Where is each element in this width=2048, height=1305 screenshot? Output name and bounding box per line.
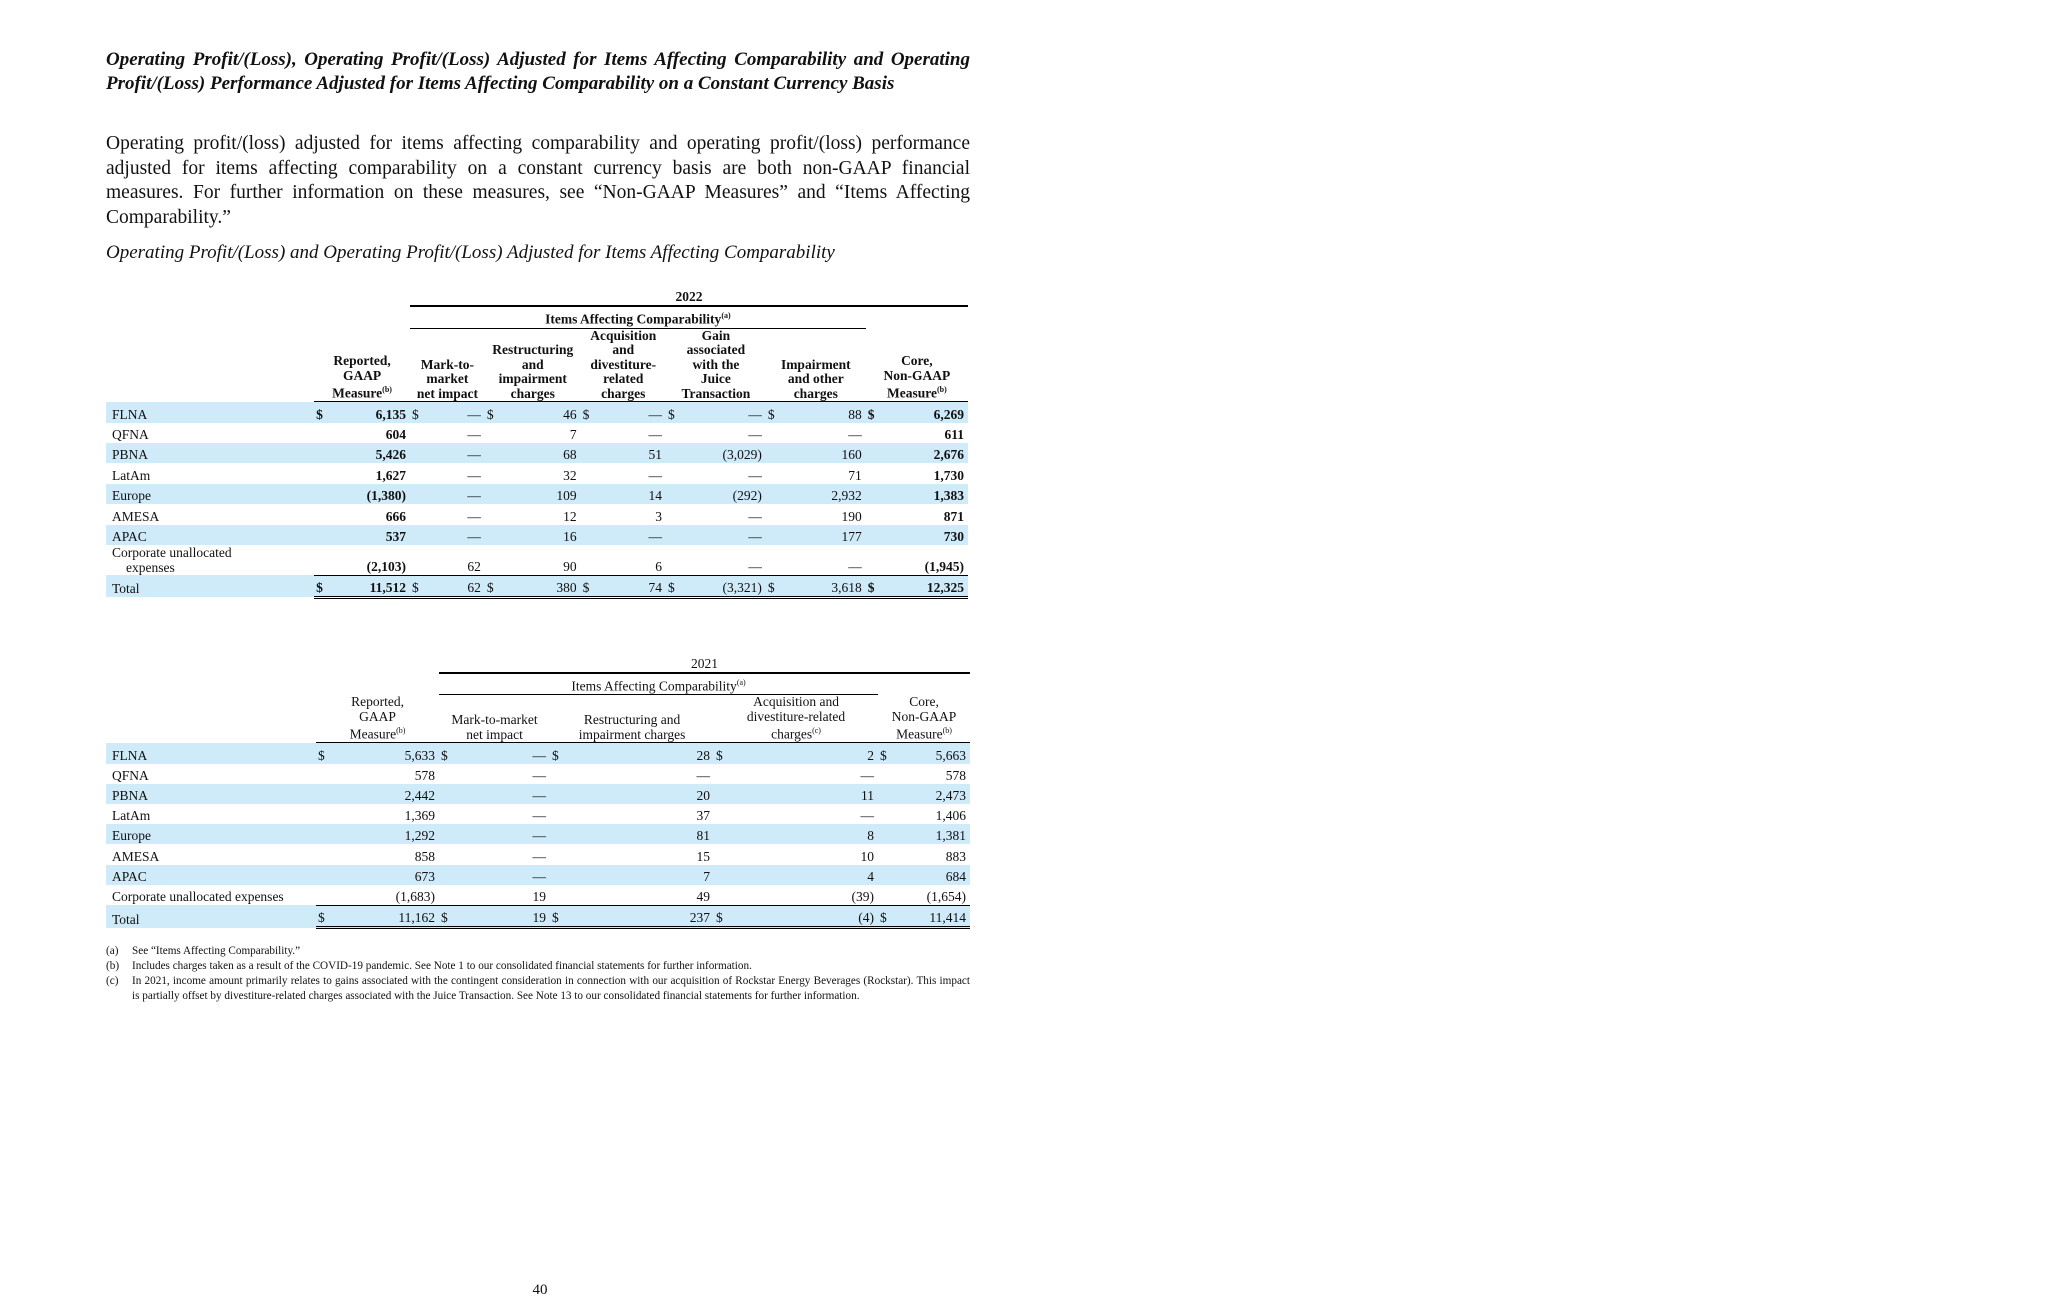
cell-restructuring: 109 xyxy=(499,484,580,504)
table-row-apac xyxy=(106,865,970,885)
cell-acquisition: — xyxy=(648,427,662,443)
currency-symbol xyxy=(485,423,500,443)
col-gain-juice: Gain associated with the Juice Transaction xyxy=(666,328,766,402)
currency-symbol xyxy=(314,423,329,443)
currency-symbol: $ xyxy=(439,743,453,764)
col-mark-to-market: Mark-to- market net impact xyxy=(410,328,485,402)
table-row-qfna xyxy=(106,423,968,443)
currency-symbol xyxy=(439,865,453,885)
table-row-flna xyxy=(106,402,968,423)
row-label: PBNA xyxy=(106,784,316,804)
currency-symbol xyxy=(316,804,330,824)
currency-symbol: $ xyxy=(666,402,681,423)
row-label: QFNA xyxy=(112,427,149,443)
cell-acquisition: 3 xyxy=(655,508,662,524)
currency-symbol xyxy=(485,443,500,463)
cell-mtm: 19 xyxy=(532,888,547,904)
currency-symbol xyxy=(439,844,453,864)
currency-symbol: $ xyxy=(485,575,500,597)
cell-acquisition: — xyxy=(860,767,875,783)
cell-restructuring: 37 xyxy=(696,808,711,824)
currency-symbol xyxy=(550,824,564,844)
cell-restructuring: 81 xyxy=(564,824,714,844)
table-row-corporate xyxy=(106,545,968,575)
cell-reported: 666 xyxy=(385,508,406,524)
currency-symbol xyxy=(666,463,681,483)
currency-symbol xyxy=(314,504,329,524)
cell-reported: 673 xyxy=(330,865,439,885)
currency-symbol: $ xyxy=(714,905,728,927)
col-restructuring: Restructuring and impairment charges xyxy=(550,695,714,743)
cell-mtm: — xyxy=(467,427,481,443)
currency-symbol xyxy=(314,484,329,504)
cell-reported: 537 xyxy=(329,525,410,545)
currency-symbol xyxy=(316,764,330,784)
currency-symbol xyxy=(550,784,564,804)
currency-symbol xyxy=(878,824,892,844)
currency-symbol xyxy=(550,865,564,885)
currency-symbol xyxy=(314,525,329,545)
currency-symbol xyxy=(316,844,330,864)
cell-impairment: 71 xyxy=(848,467,862,483)
items-affecting-comparability-header xyxy=(410,306,866,328)
row-label xyxy=(106,545,314,575)
cell-acquisition: 4 xyxy=(728,865,878,885)
cell-restructuring: 20 xyxy=(564,784,714,804)
row-label: PBNA xyxy=(106,443,314,463)
cell-reported: 5,633 xyxy=(330,743,439,764)
currency-symbol: $ xyxy=(314,402,329,423)
currency-symbol xyxy=(410,463,425,483)
currency-symbol xyxy=(485,545,500,575)
currency-symbol xyxy=(766,504,781,524)
table-2021 xyxy=(106,652,970,929)
cell-restructuring: 90 xyxy=(499,545,580,575)
cell-acquisition: — xyxy=(595,525,666,545)
row-label: Europe xyxy=(106,484,314,504)
cell-acquisition: 6 xyxy=(595,545,666,575)
currency-symbol xyxy=(766,545,781,575)
group-header-text: Items Affecting Comparability xyxy=(571,678,737,694)
cell-mtm: — xyxy=(425,525,485,545)
cell-restructuring: — xyxy=(696,767,711,783)
cell-reported: (1,380) xyxy=(329,484,410,504)
currency-symbol xyxy=(878,865,892,885)
cell-core: 6,269 xyxy=(880,402,968,423)
cell-mtm: — xyxy=(532,767,547,783)
table-row-latam xyxy=(106,463,968,483)
table-row-flna xyxy=(106,743,970,764)
currency-symbol xyxy=(581,545,596,575)
currency-symbol: $ xyxy=(550,905,564,927)
row-label: Corporate unallocated expenses xyxy=(112,889,284,905)
cell-restructuring: 15 xyxy=(696,848,711,864)
cell-restructuring: 380 xyxy=(499,575,580,597)
row-label: LatAm xyxy=(112,808,151,824)
cell-reported: 5,426 xyxy=(329,443,410,463)
cell-impairment: 160 xyxy=(780,443,865,463)
cell-mtm: 19 xyxy=(453,905,550,927)
currency-symbol xyxy=(410,443,425,463)
currency-symbol xyxy=(666,443,681,463)
currency-symbol xyxy=(581,463,596,483)
table-row-total xyxy=(106,905,970,927)
currency-symbol xyxy=(316,885,330,906)
cell-restructuring: 7 xyxy=(569,427,577,443)
currency-symbol: $ xyxy=(550,743,564,764)
currency-symbol xyxy=(714,764,728,784)
cell-acquisition: 11 xyxy=(728,784,878,804)
currency-symbol: $ xyxy=(714,743,728,764)
cell-reported: 11,162 xyxy=(330,905,439,927)
cell-restructuring: 12 xyxy=(563,508,577,524)
row-label: AMESA xyxy=(112,848,160,864)
year-row xyxy=(106,285,968,306)
currency-symbol xyxy=(314,443,329,463)
table-row-amesa xyxy=(106,844,970,864)
cell-gain: (3,321) xyxy=(681,575,766,597)
cell-restructuring: 46 xyxy=(499,402,580,423)
table-2022-body xyxy=(106,402,968,598)
cell-gain: — xyxy=(681,525,766,545)
table-row-qfna xyxy=(106,764,970,784)
currency-symbol xyxy=(878,844,892,864)
cell-impairment: 2,932 xyxy=(780,484,865,504)
cell-reported: 1,369 xyxy=(404,808,436,824)
cell-acquisition: — xyxy=(595,402,666,423)
row-label: AMESA xyxy=(112,508,160,524)
cell-gain: — xyxy=(748,508,762,524)
currency-symbol xyxy=(878,804,892,824)
currency-symbol xyxy=(316,824,330,844)
cell-reported: 2,442 xyxy=(330,784,439,804)
cell-mtm: — xyxy=(453,865,550,885)
currency-symbol xyxy=(766,423,781,443)
group-header-text: Items Affecting Comparability xyxy=(545,311,722,327)
cell-impairment: — xyxy=(848,427,862,443)
cell-core: 578 xyxy=(945,767,967,783)
cell-mtm: — xyxy=(453,743,550,764)
cell-mtm: — xyxy=(453,824,550,844)
currency-symbol xyxy=(314,545,329,575)
table-row-apac xyxy=(106,525,968,545)
cell-reported: 1,627 xyxy=(375,467,406,483)
cell-mtm: — xyxy=(425,443,485,463)
table-row-latam xyxy=(106,804,970,824)
cell-reported: (2,103) xyxy=(366,558,406,574)
cell-acquisition: 74 xyxy=(595,575,666,597)
currency-symbol xyxy=(410,545,425,575)
cell-core: 883 xyxy=(945,848,967,864)
cell-gain: — xyxy=(748,427,762,443)
cell-acquisition: — xyxy=(648,467,662,483)
table-row-pbna xyxy=(106,443,968,463)
table-row-amesa xyxy=(106,504,968,524)
cell-acquisition: 14 xyxy=(595,484,666,504)
currency-symbol xyxy=(550,764,564,784)
row-label: FLNA xyxy=(106,743,316,764)
currency-symbol xyxy=(666,545,681,575)
cell-gain: — xyxy=(681,545,766,575)
cell-core: 2,473 xyxy=(892,784,970,804)
currency-symbol xyxy=(485,504,500,524)
cell-mtm: 62 xyxy=(425,545,485,575)
currency-symbol xyxy=(666,525,681,545)
year-2021: 2021 xyxy=(439,652,970,673)
currency-symbol xyxy=(581,484,596,504)
cell-gain: — xyxy=(748,467,762,483)
currency-symbol: $ xyxy=(766,402,781,423)
footnote-a: (a) See “Items Affecting Comparability.” xyxy=(106,945,301,957)
currency-symbol: $ xyxy=(766,575,781,597)
column-header-row xyxy=(106,328,968,402)
currency-symbol xyxy=(550,804,564,824)
table-row-pbna xyxy=(106,784,970,804)
cell-mtm: — xyxy=(453,784,550,804)
cell-reported: 604 xyxy=(385,427,406,443)
currency-symbol xyxy=(714,865,728,885)
currency-symbol: $ xyxy=(410,402,425,423)
currency-symbol: $ xyxy=(581,402,596,423)
column-header-row xyxy=(106,695,970,743)
col-core: Core, Non-GAAP Measure$^{(b)}$ xyxy=(866,328,968,402)
currency-symbol xyxy=(439,764,453,784)
currency-symbol xyxy=(666,423,681,443)
cell-mtm: — xyxy=(467,508,481,524)
cell-core: 684 xyxy=(892,865,970,885)
currency-symbol xyxy=(766,484,781,504)
row-label: Europe xyxy=(106,824,316,844)
year-row xyxy=(106,652,970,673)
cell-acquisition: (39) xyxy=(851,888,875,904)
currency-symbol: $ xyxy=(878,743,892,764)
currency-symbol xyxy=(410,504,425,524)
currency-symbol xyxy=(714,844,728,864)
table-2021-body xyxy=(106,743,970,928)
currency-symbol xyxy=(866,525,881,545)
currency-symbol xyxy=(581,423,596,443)
currency-symbol: $ xyxy=(666,575,681,597)
cell-core: 1,406 xyxy=(935,808,967,824)
cell-gain: (292) xyxy=(681,484,766,504)
row-label-line2: expenses xyxy=(126,560,175,576)
col-acquisition: Acquisition and divestiture-related charges$^{(c)}$ xyxy=(714,695,878,743)
row-label: Total xyxy=(106,905,316,927)
cell-reported: 578 xyxy=(414,767,436,783)
cell-core: 2,676 xyxy=(880,443,968,463)
currency-symbol: $ xyxy=(581,575,596,597)
cell-core: 611 xyxy=(944,427,964,443)
currency-symbol xyxy=(766,443,781,463)
currency-symbol xyxy=(581,443,596,463)
table-row-europe xyxy=(106,824,970,844)
col-acquisition: Acquisition and divestiture- related charges xyxy=(581,328,666,402)
cell-core: 11,414 xyxy=(892,905,970,927)
currency-symbol xyxy=(581,504,596,524)
currency-symbol xyxy=(666,504,681,524)
currency-symbol: $ xyxy=(410,575,425,597)
cell-core: 1,381 xyxy=(892,824,970,844)
row-label: QFNA xyxy=(112,767,149,783)
currency-symbol xyxy=(714,804,728,824)
col-core: Core, Non-GAAP Measure$^{(b)}$ xyxy=(878,695,970,743)
currency-symbol xyxy=(766,525,781,545)
currency-symbol: $ xyxy=(866,575,881,597)
currency-symbol: $ xyxy=(314,575,329,597)
cell-reported: (1,683) xyxy=(395,888,436,904)
group-header-sup: (a) xyxy=(736,677,746,687)
cell-mtm: — xyxy=(532,848,547,864)
currency-symbol xyxy=(316,865,330,885)
cell-mtm: — xyxy=(467,467,481,483)
cell-core: 1,730 xyxy=(933,467,964,483)
cell-restructuring: 7 xyxy=(564,865,714,885)
currency-symbol: $ xyxy=(878,905,892,927)
cell-core: (1,945) xyxy=(880,545,968,575)
cell-core: 5,663 xyxy=(892,743,970,764)
row-label: APAC xyxy=(106,865,316,885)
cell-mtm: — xyxy=(532,808,547,824)
cell-mtm: — xyxy=(425,484,485,504)
cell-mtm: — xyxy=(425,402,485,423)
currency-symbol xyxy=(410,484,425,504)
row-label: LatAm xyxy=(112,467,151,483)
cell-restructuring: 32 xyxy=(563,467,577,483)
items-affecting-comparability-header xyxy=(439,673,878,695)
currency-symbol xyxy=(485,463,500,483)
currency-symbol xyxy=(314,463,329,483)
currency-symbol xyxy=(866,504,881,524)
group-header-sup: (a) xyxy=(721,311,731,321)
cell-impairment: — xyxy=(780,545,865,575)
cell-gain: — xyxy=(681,402,766,423)
currency-symbol: $ xyxy=(316,905,330,927)
cell-core: 1,383 xyxy=(880,484,968,504)
cell-reported: 1,292 xyxy=(330,824,439,844)
group-header-row xyxy=(106,673,970,695)
col-mark-to-market: Mark-to-market net impact xyxy=(439,695,550,743)
cell-core: 12,325 xyxy=(880,575,968,597)
cell-gain: (3,029) xyxy=(681,443,766,463)
cell-restructuring: 237 xyxy=(564,905,714,927)
cell-acquisition: — xyxy=(860,808,875,824)
col-restructuring: Restructuring and impairment charges xyxy=(485,328,581,402)
footnote-c: (c) In 2021, income amount primarily relates to gains associated with the contingent consideration in connection with our acquisition of Rockstar Energy Beverages (Rockstar). This impact is partially offset by divestiture-related charges associated with the Juice Transaction. See Note 13 to our consolidated financial statements for further information. xyxy=(106,975,970,1002)
cell-acquisition: 2 xyxy=(728,743,878,764)
footnotes xyxy=(106,944,970,1004)
cell-reported: 6,135 xyxy=(329,402,410,423)
currency-symbol: $ xyxy=(316,743,330,764)
currency-symbol: $ xyxy=(866,402,881,423)
currency-symbol xyxy=(878,764,892,784)
currency-symbol xyxy=(410,525,425,545)
cell-acquisition: 10 xyxy=(860,848,875,864)
cell-reported: 11,512 xyxy=(329,575,410,597)
cell-impairment: 190 xyxy=(841,508,862,524)
cell-restructuring: 28 xyxy=(564,743,714,764)
cell-acquisition: (4) xyxy=(728,905,878,927)
table-row-europe xyxy=(106,484,968,504)
intro-paragraph: Operating profit/(loss) adjusted for items affecting comparability and operating profit/(loss) performance adjusted for items affecting comparability on a constant currency basis are both non-GAAP financial measures. For further information on these measures, see “Non-GAAP Measures” and “Items Affecting Comparability.” xyxy=(106,133,970,228)
currency-symbol xyxy=(550,844,564,864)
table-row-corporate-unallocated-expenses xyxy=(106,885,970,906)
currency-symbol xyxy=(439,885,453,906)
row-label: APAC xyxy=(106,525,314,545)
currency-symbol xyxy=(410,423,425,443)
currency-symbol xyxy=(439,804,453,824)
cell-impairment: 3,618 xyxy=(780,575,865,597)
cell-mtm: 62 xyxy=(425,575,485,597)
currency-symbol: $ xyxy=(485,402,500,423)
footnote-b: (b) Includes charges taken as a result of the COVID-19 pandemic. See Note 1 to our consolidated financial statements for further information. xyxy=(106,960,752,972)
currency-symbol xyxy=(878,885,892,906)
row-label-line1: Corporate unallocated xyxy=(112,545,232,561)
currency-symbol xyxy=(866,423,881,443)
cell-restructuring: 68 xyxy=(499,443,580,463)
col-impairment-other: Impairment and other charges xyxy=(766,328,866,402)
cell-impairment: 177 xyxy=(780,525,865,545)
currency-symbol xyxy=(485,484,500,504)
cell-core: 871 xyxy=(943,508,964,524)
cell-reported: 858 xyxy=(414,848,436,864)
cell-acquisition: 8 xyxy=(728,824,878,844)
cell-acquisition: 51 xyxy=(595,443,666,463)
currency-symbol xyxy=(581,525,596,545)
currency-symbol xyxy=(766,463,781,483)
cell-restructuring: 49 xyxy=(696,888,711,904)
page-number: 40 xyxy=(532,1282,548,1298)
currency-symbol xyxy=(439,824,453,844)
row-label: FLNA xyxy=(106,402,314,423)
currency-symbol xyxy=(866,484,881,504)
table-row-total xyxy=(106,575,968,597)
table-subheading: Operating Profit/(Loss) and Operating Profit/(Loss) Adjusted for Items Affecting Comparability xyxy=(106,242,835,263)
group-header-row xyxy=(106,306,968,328)
currency-symbol xyxy=(485,525,500,545)
currency-symbol xyxy=(866,443,881,463)
currency-symbol xyxy=(714,824,728,844)
currency-symbol xyxy=(866,545,881,575)
currency-symbol xyxy=(316,784,330,804)
currency-symbol xyxy=(714,885,728,906)
section-heading: Operating Profit/(Loss), Operating Profit/(Loss) Adjusted for Items Affecting Comparability and Operating Profit/(Loss) Performance Adjusted for Items Affecting Comparability on a Constant Currency Basis xyxy=(106,49,970,94)
currency-symbol xyxy=(439,784,453,804)
cell-restructuring: 16 xyxy=(499,525,580,545)
col-reported: Reported, GAAP Measure$^{(b)}$ xyxy=(314,328,410,402)
currency-symbol: $ xyxy=(439,905,453,927)
cell-core: (1,654) xyxy=(926,888,967,904)
currency-symbol xyxy=(866,463,881,483)
currency-symbol xyxy=(550,885,564,906)
cell-impairment: 88 xyxy=(780,402,865,423)
row-label: Total xyxy=(106,575,314,597)
currency-symbol xyxy=(878,784,892,804)
currency-symbol xyxy=(714,784,728,804)
table-2022 xyxy=(106,285,968,599)
year-2022: 2022 xyxy=(410,285,968,306)
cell-core: 730 xyxy=(880,525,968,545)
currency-symbol xyxy=(666,484,681,504)
col-reported: Reported, GAAP Measure$^{(b)}$ xyxy=(316,695,439,743)
